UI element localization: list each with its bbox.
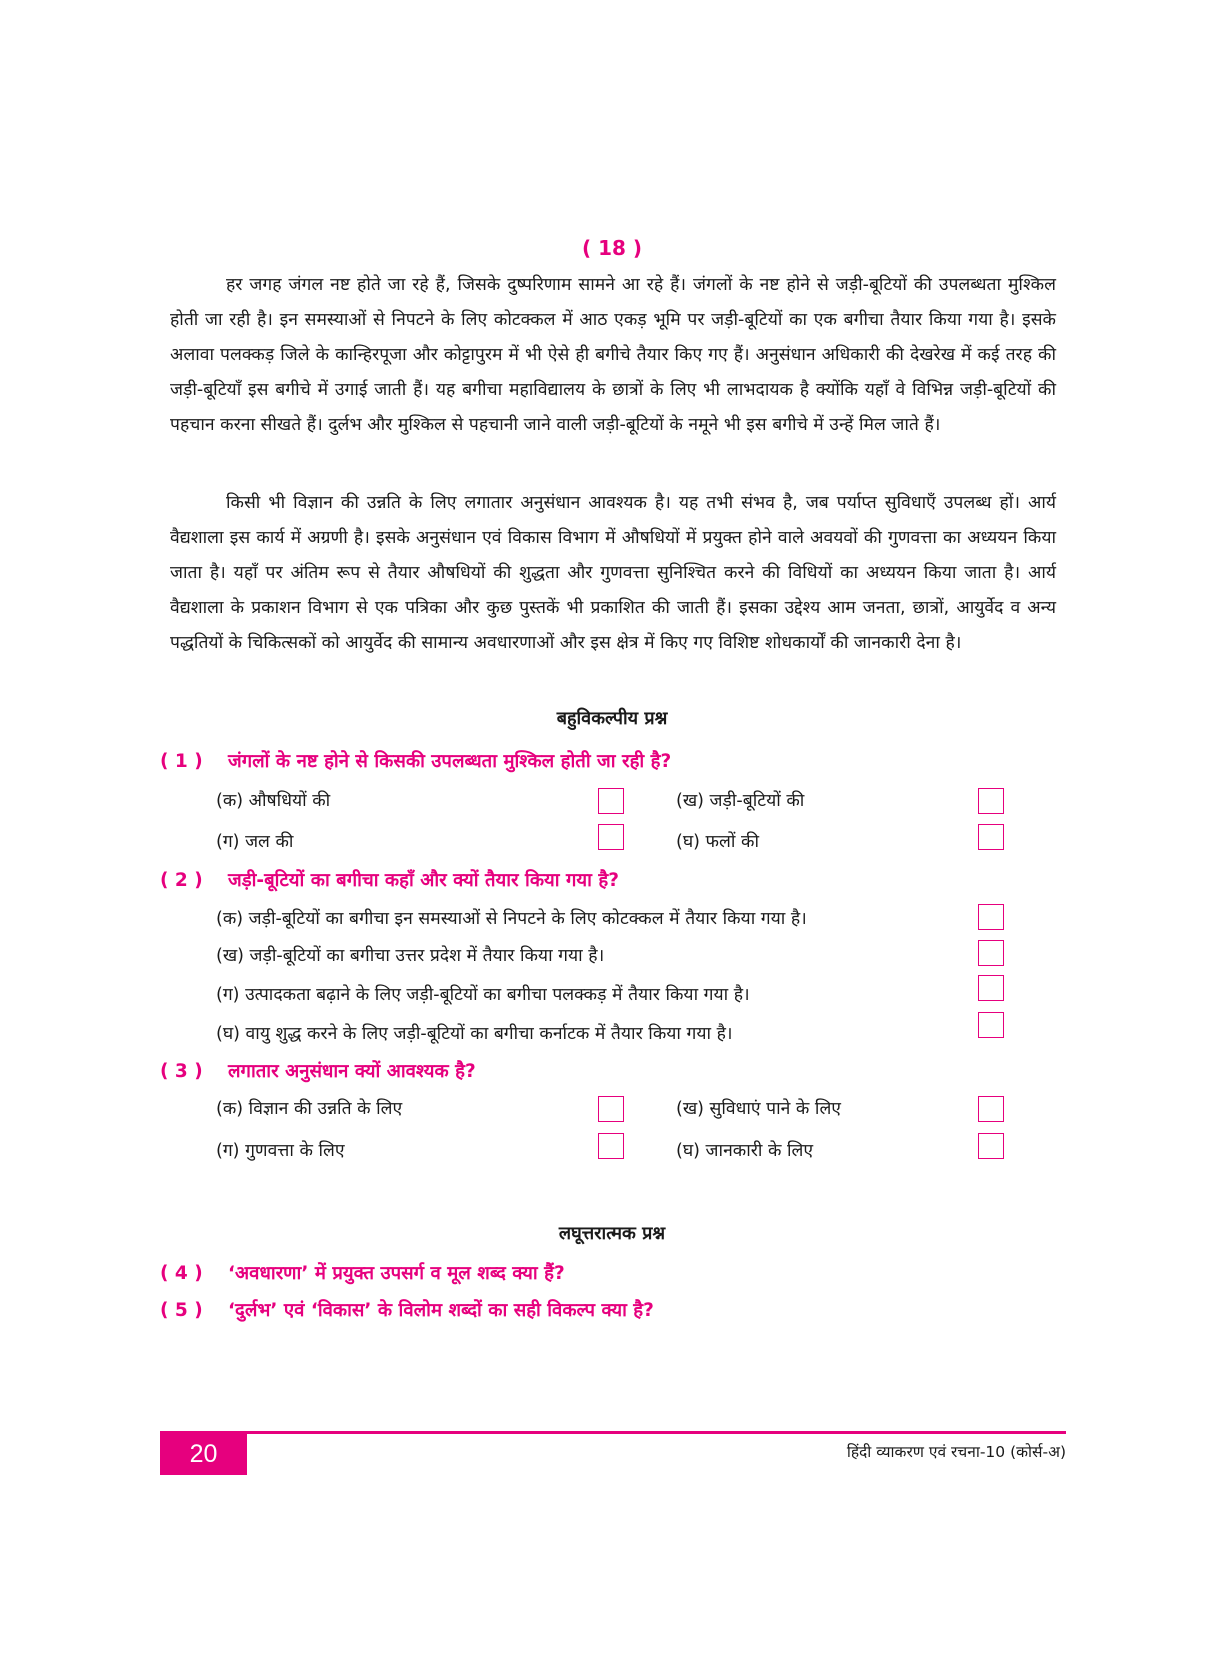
q1-option-ga: (ग) जल की bbox=[216, 832, 294, 852]
q3-option-kha-checkbox[interactable] bbox=[978, 1096, 1004, 1122]
question-text: लगातार अनुसंधान क्यों आवश्यक है? bbox=[228, 1061, 476, 1082]
q1-option-ga-checkbox[interactable] bbox=[598, 824, 624, 850]
q2-option-kha-checkbox[interactable] bbox=[978, 940, 1004, 966]
q2-option-ga-checkbox[interactable] bbox=[978, 975, 1004, 1001]
question-text: ‘दुर्लभ’ एवं ‘विकास’ के विलोम शब्दों का सही विकल्प क्या है? bbox=[228, 1300, 654, 1321]
paragraph-1: हर जगह जंगल नष्ट होते जा रहे हैं, जिसके दुष्परिणाम सामने आ रहे हैं। जंगलों के नष्ट होने से जड़ी-बूटियों की उपलब्धता मुश्किल होती जा रही है। इन समस्याओं से निपटने के लिए कोटक्कल में आठ एकड़ भूमि पर जड़ी-बूटियों का एक बगीचा तैयार किया गया है। इसके अलावा पलक्कड़ जिले के कान्हिरपूजा और कोट्टापुरम में भी ऐसे ही बगीचे तैयार किए गए हैं। अनुसंधान अधिकारी की देखरेख में कई तरह की जड़ी-बूटियाँ इस बगीचे में उगाई जाती हैं। यह बगीचा महाविद्यालय के छात्रों के लिए भी लाभदायक है क्योंकि यहाँ वे विभिन्न जड़ी-बूटियों की पहचान करना सीखते हैं। दुर्लभ और मुश्किल से पहचानी जाने वाली जड़ी-बूटियों के नमूने भी इस बगीचे में उन्हें मिल जाते हैं। bbox=[170, 275, 1056, 435]
question-text: जड़ी-बूटियों का बगीचा कहाँ और क्यों तैयार किया गया है? bbox=[228, 870, 619, 891]
q1-option-gha-checkbox[interactable] bbox=[978, 824, 1004, 850]
question-5 bbox=[160, 1297, 654, 1322]
q1-option-kha: (ख) जड़ी-बूटियों की bbox=[676, 791, 805, 811]
mcq-heading: बहुविकल्पीय प्रश्न bbox=[556, 708, 668, 729]
q2-option-ga: (ग) उत्पादकता बढ़ाने के लिए जड़ी-बूटियों का बगीचा पलक्कड़ में तैयार किया गया है। bbox=[216, 985, 750, 1005]
q3-option-gha: (घ) जानकारी के लिए bbox=[676, 1141, 814, 1161]
q3-option-ka-checkbox[interactable] bbox=[598, 1096, 624, 1122]
footer-divider bbox=[160, 1431, 1066, 1434]
q3-option-ka: (क) विज्ञान की उन्नति के लिए bbox=[216, 1099, 403, 1119]
q1-option-ka-checkbox[interactable] bbox=[598, 788, 624, 814]
q2-option-kha: (ख) जड़ी-बूटियों का बगीचा उत्तर प्रदेश में तैयार किया गया है। bbox=[216, 946, 605, 966]
question-2 bbox=[160, 867, 619, 892]
q3-option-ga: (ग) गुणवत्ता के लिए bbox=[216, 1141, 345, 1161]
question-number: ( 1 ) bbox=[160, 751, 203, 772]
q3-option-kha: (ख) सुविधाएं पाने के लिए bbox=[676, 1099, 841, 1119]
q1-option-ka: (क) औषधियों की bbox=[216, 791, 331, 811]
q2-option-gha-checkbox[interactable] bbox=[978, 1012, 1004, 1038]
passage-number: ( 18 ) bbox=[581, 236, 643, 260]
page-number: 20 bbox=[160, 1434, 247, 1475]
short-answer-heading: लघूत्तरात्मक प्रश्न bbox=[558, 1223, 666, 1244]
question-4 bbox=[160, 1260, 565, 1285]
question-number: ( 3 ) bbox=[160, 1061, 203, 1082]
q1-option-kha-checkbox[interactable] bbox=[978, 788, 1004, 814]
q3-option-gha-checkbox[interactable] bbox=[978, 1133, 1004, 1159]
question-3 bbox=[160, 1058, 476, 1083]
question-text: ‘अवधारणा’ में प्रयुक्त उपसर्ग व मूल शब्द क्या हैं? bbox=[228, 1263, 565, 1284]
question-number: ( 2 ) bbox=[160, 870, 203, 891]
question-text: जंगलों के नष्ट होने से किसकी उपलब्धता मुश्किल होती जा रही है? bbox=[228, 751, 672, 772]
q2-option-ka-checkbox[interactable] bbox=[978, 904, 1004, 930]
q2-option-gha: (घ) वायु शुद्ध करने के लिए जड़ी-बूटियों का बगीचा कर्नाटक में तैयार किया गया है। bbox=[216, 1024, 733, 1044]
question-number: ( 4 ) bbox=[160, 1263, 203, 1284]
q2-option-ka: (क) जड़ी-बूटियों का बगीचा इन समस्याओं से निपटने के लिए कोटक्कल में तैयार किया गया है। bbox=[216, 909, 807, 929]
book-title: हिंदी व्याकरण एवं रचना-10 (कोर्स-अ) bbox=[846, 1443, 1066, 1461]
question-number: ( 5 ) bbox=[160, 1300, 203, 1321]
paragraph-2: किसी भी विज्ञान की उन्नति के लिए लगातार अनुसंधान आवश्यक है। यह तभी संभव है, जब पर्याप्त सुविधाएँ उपलब्ध हों। आर्य वैद्यशाला इस कार्य में अग्रणी है। इसके अनुसंधान एवं विकास विभाग में औषधियों में प्रयुक्त होने वाले अवयवों की गुणवत्ता का अध्ययन किया जाता है। यहाँ पर अंतिम रूप से तैयार औषधियों की शुद्धता और गुणवत्ता सुनिश्चित करने की विधियों का अध्ययन किया जाता है। आर्य वैद्यशाला के प्रकाशन विभाग से एक पत्रिका और कुछ पुस्तकें भी प्रकाशित की जाती हैं। इसका उद्देश्य आम जनता, छात्रों, आयुर्वेद व अन्य पद्धतियों के चिकित्सकों को आयुर्वेद की सामान्य अवधारणाओं और इस क्षेत्र में किए गए विशिष्ट शोधकार्यों की जानकारी देना है। bbox=[170, 493, 1056, 653]
question-1 bbox=[160, 748, 671, 773]
q1-option-gha: (घ) फलों की bbox=[676, 832, 759, 852]
q3-option-ga-checkbox[interactable] bbox=[598, 1133, 624, 1159]
